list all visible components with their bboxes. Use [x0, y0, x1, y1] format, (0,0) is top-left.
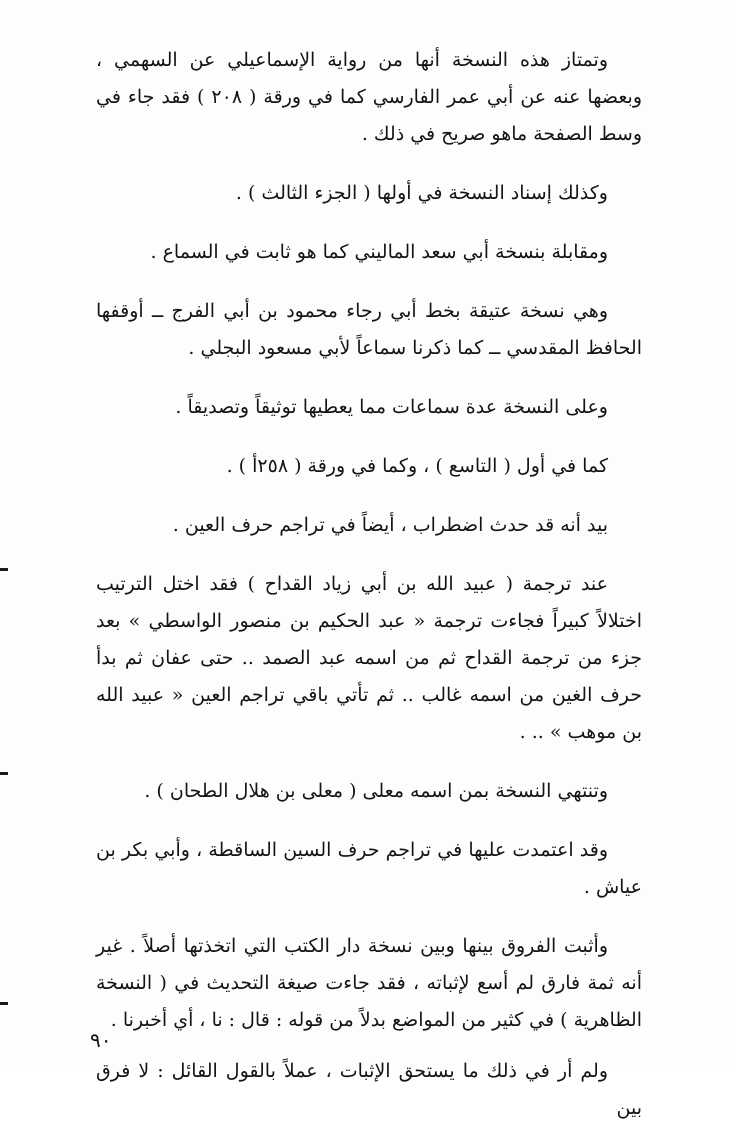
paragraph-8: عند ترجمة ( عبيد الله بن أبي زياد القداح ) فقد اختل الترتيب اختلالاً كبيراً فجاءت ترجمة « عبد الحكيم بن منصور الواسطي » بعد جزء من ترجمة القداح ثم من اسمه عبد الصمد .. حتى عفان ثم بدأ حرف الغين من اسمه غالب .. ثم تأتي باقي تراجم العين « عبيد الله بن موهب » .. . — [96, 573, 642, 743]
paragraph-6: كما في أول ( التاسع ) ، وكما في ورقة ( ٢٥٨أ ) . — [226, 455, 608, 477]
scan-edge-mark — [0, 568, 8, 571]
scan-edge-mark — [0, 772, 8, 775]
paragraph-5: وعلى النسخة عدة سماعات مما يعطيها توثيقاً وتصديقاً . — [175, 396, 608, 418]
scan-edge-mark — [0, 1002, 8, 1005]
paragraph-9: وتنتهي النسخة بمن اسمه معلى ( معلى بن هلال الطحان ) . — [144, 780, 608, 802]
body-text — [96, 42, 642, 1127]
paragraph-2: وكذلك إسناد النسخة في أولها ( الجزء الثالث ) . — [235, 182, 608, 204]
paragraph-4: وهي نسخة عتيقة بخط أبي رجاء محمود بن أبي الفرج ــ أوقفها الحافظ المقدسي ــ كما ذكرنا سماعاً لأبي مسعود البجلي . — [96, 300, 642, 359]
paragraph-7: بيد أنه قد حدث اضطراب ، أيضاً في تراجم حرف العين . — [172, 514, 608, 536]
paragraph-10: وقد اعتمدت عليها في تراجم حرف السين الساقطة ، وأبي بكر بن عياش . — [96, 839, 642, 898]
paragraph-3: ومقابلة بنسخة أبي سعد الماليني كما هو ثابت في السماع . — [150, 241, 608, 263]
paragraph-11: وأثبت الفروق بينها وبين نسخة دار الكتب التي اتخذتها أصلاً . غير أنه ثمة فارق لم أسع لإثباته ، فقد جاءت صيغة التحديث في ( النسخة الظاهرية ) في كثير من المواضع بدلاً من قوله : قال : نا ، أي أخبرنا . — [96, 935, 642, 1031]
paragraph-12: ولم أر في ذلك ما يستحق الإثبات ، عملاً بالقول القائل : لا فرق بين — [96, 1060, 642, 1119]
paragraph-1: وتمتاز هذه النسخة أنها من رواية الإسماعيلي عن السهمي ، وبعضها عنه عن أبي عمر الفارسي كما في ورقة ( ٢٠٨ ) فقد جاء في وسط الصفحة ماهو صريح في ذلك . — [96, 49, 643, 145]
page-number: ٩٠ — [90, 1028, 112, 1052]
